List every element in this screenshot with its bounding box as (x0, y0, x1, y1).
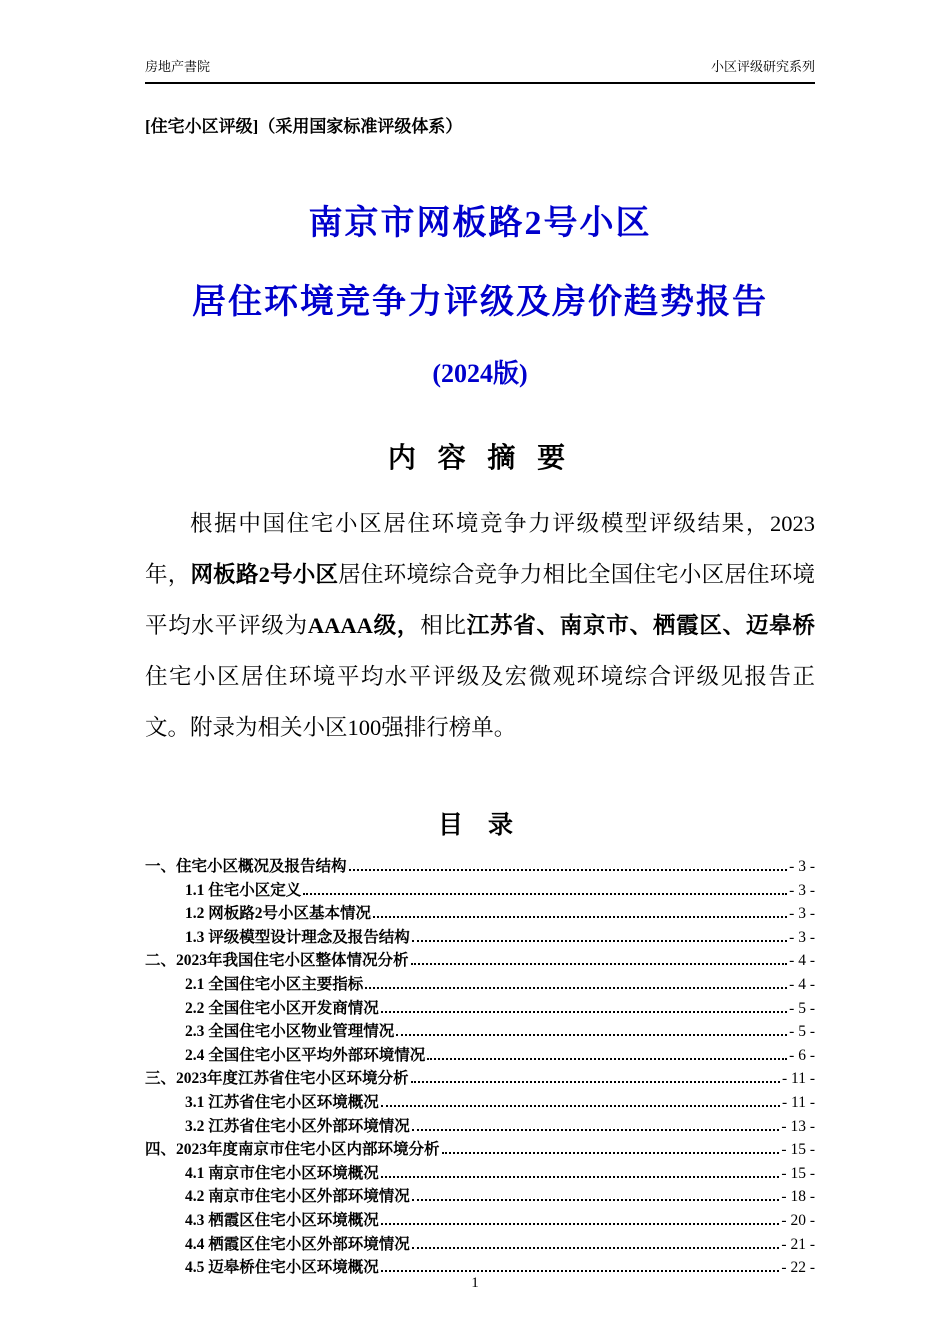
toc-entry-title: 3.1 江苏省住宅小区环境概况 (185, 1093, 379, 1111)
toc-entry[interactable] (145, 926, 815, 950)
toc-leader-dots (381, 1011, 787, 1013)
toc-leader-dots (411, 1081, 780, 1083)
toc-entry[interactable] (145, 879, 815, 903)
toc-entry-title: 2.1 全国住宅小区主要指标 (185, 975, 364, 993)
toc-entry[interactable] (145, 1162, 815, 1186)
toc-entry-page: - 15 - (781, 1164, 815, 1182)
page-header (145, 56, 815, 84)
toc-leader-dots (381, 1270, 780, 1272)
toc-entry-page: - 5 - (789, 999, 815, 1017)
toc-entry[interactable] (145, 997, 815, 1021)
toc-leader-dots (381, 1105, 780, 1107)
toc-leader-dots (412, 1247, 780, 1249)
toc-entry-page: - 3 - (789, 928, 815, 946)
toc-entry-title: 1.1 住宅小区定义 (185, 881, 302, 899)
toc-entry-page: - 3 - (789, 858, 815, 875)
toc-entry-title: 1.2 网板路2号小区基本情况 (185, 905, 372, 923)
toc-leader-dots (427, 1058, 787, 1060)
toc-leader-dots (442, 1152, 780, 1154)
summary-segment: 住宅小区居住环境平均水平评级及宏微观环境综合评级见报告正文。附录为相关小区100强排行榜单。 (145, 664, 815, 740)
rating-system-note: [住宅小区评级]（采用国家标准评级体系） (145, 117, 463, 136)
toc-entry-page: - 13 - (781, 1117, 815, 1135)
toc-leader-dots (365, 987, 787, 989)
toc-entry[interactable] (145, 855, 815, 879)
report-title-line2: 居住环境竞争力评级及房价趋势报告 (192, 284, 768, 321)
summary-segment-bold: AAAA级， (307, 613, 421, 638)
summary-paragraph (145, 498, 815, 753)
summary-heading: 内 容 摘 要 (387, 442, 573, 473)
toc-entry[interactable] (145, 1020, 815, 1044)
toc-entry-page: - 21 - (781, 1235, 815, 1253)
toc-entry-title: 4.3 栖霞区住宅小区环境概况 (185, 1211, 379, 1229)
toc-entry[interactable] (145, 902, 815, 926)
toc-entry-title: 3.2 江苏省住宅小区外部环境情况 (185, 1117, 410, 1135)
toc-list (145, 855, 815, 1280)
page-number: 1 (471, 1275, 479, 1291)
toc-entry-page: - 3 - (789, 881, 815, 899)
toc-entry-title: 2.4 全国住宅小区平均外部环境情况 (185, 1046, 426, 1064)
toc-entry-title: 4.5 迈皋桥住宅小区环境概况 (185, 1259, 379, 1277)
toc-leader-dots (412, 1199, 780, 1201)
toc-entry-page: - 4 - (789, 975, 815, 993)
toc-leader-dots (396, 1034, 787, 1036)
toc-entry-page: - 18 - (781, 1188, 815, 1206)
toc-entry-title: 2.2 全国住宅小区开发商情况 (185, 999, 379, 1017)
report-title-edition: (2024版) (432, 359, 528, 388)
summary-segment-bold: 江苏省、南京市、栖霞区、迈皋桥 (466, 613, 815, 638)
toc-entry-page: - 11 - (782, 1070, 815, 1088)
summary-segment: 居住环境综合竞争力相比全国住宅小区居住环境平均水平评级为 (145, 562, 815, 638)
toc-entry[interactable] (145, 1091, 815, 1115)
toc-entry[interactable] (145, 1138, 815, 1162)
toc-leader-dots (373, 916, 787, 918)
toc-leader-dots (381, 1223, 780, 1225)
toc-entry-page: - 15 - (781, 1141, 815, 1159)
toc-entry[interactable] (145, 949, 815, 973)
toc-entry-title: 1.3 评级模型设计理念及报告结构 (185, 928, 410, 946)
toc-entry-title: 四、2023年度南京市住宅小区内部环境分析 (145, 1141, 440, 1159)
toc-entry-title: 4.2 南京市住宅小区外部环境情况 (185, 1188, 410, 1206)
toc-entry[interactable] (145, 1233, 815, 1257)
title-block (145, 195, 815, 390)
toc-entry-page: - 5 - (789, 1023, 815, 1041)
toc-entry-title: 4.4 栖霞区住宅小区外部环境情况 (185, 1235, 410, 1253)
toc-entry-title: 4.1 南京市住宅小区环境概况 (185, 1164, 379, 1182)
toc-entry-page: - 20 - (781, 1211, 815, 1229)
toc-entry[interactable] (145, 1115, 815, 1139)
toc-leader-dots (412, 1129, 780, 1131)
toc-entry-title: 二、2023年我国住宅小区整体情况分析 (145, 952, 409, 970)
toc-leader-dots (412, 940, 787, 942)
summary-segment-bold: 网板路2号小区 (190, 562, 339, 587)
toc-entry[interactable] (145, 1067, 815, 1091)
toc-leader-dots (349, 869, 788, 871)
toc-entry-page: - 4 - (789, 952, 815, 970)
toc-entry[interactable] (145, 1044, 815, 1068)
toc-entry[interactable] (145, 1185, 815, 1209)
toc-leader-dots (303, 893, 787, 895)
summary-segment: 根据中国住宅小区居住环境竞争力评级模型评级结果，2023年， (145, 511, 815, 587)
report-title-line1: 南京市网板路2号小区 (308, 205, 652, 242)
toc-heading: 目 录 (438, 811, 522, 839)
toc-entry-page: - 6 - (789, 1046, 815, 1064)
toc-entry-page: - 22 - (781, 1259, 815, 1277)
summary-segment: 相比 (420, 613, 467, 638)
toc-entry[interactable] (145, 973, 815, 997)
toc-entry-title: 一、住宅小区概况及报告结构 (145, 858, 347, 875)
toc-entry-title: 2.3 全国住宅小区物业管理情况 (185, 1023, 395, 1041)
toc-leader-dots (411, 963, 788, 965)
toc-entry-page: - 11 - (782, 1093, 815, 1111)
toc-entry-page: - 3 - (789, 905, 815, 923)
toc-leader-dots (381, 1176, 780, 1178)
header-right-text: 小区评级研究系列 (710, 59, 815, 74)
toc-entry-title: 三、2023年度江苏省住宅小区环境分析 (145, 1070, 409, 1088)
header-left-text: 房地产書院 (145, 59, 211, 74)
toc-entry[interactable] (145, 1209, 815, 1233)
